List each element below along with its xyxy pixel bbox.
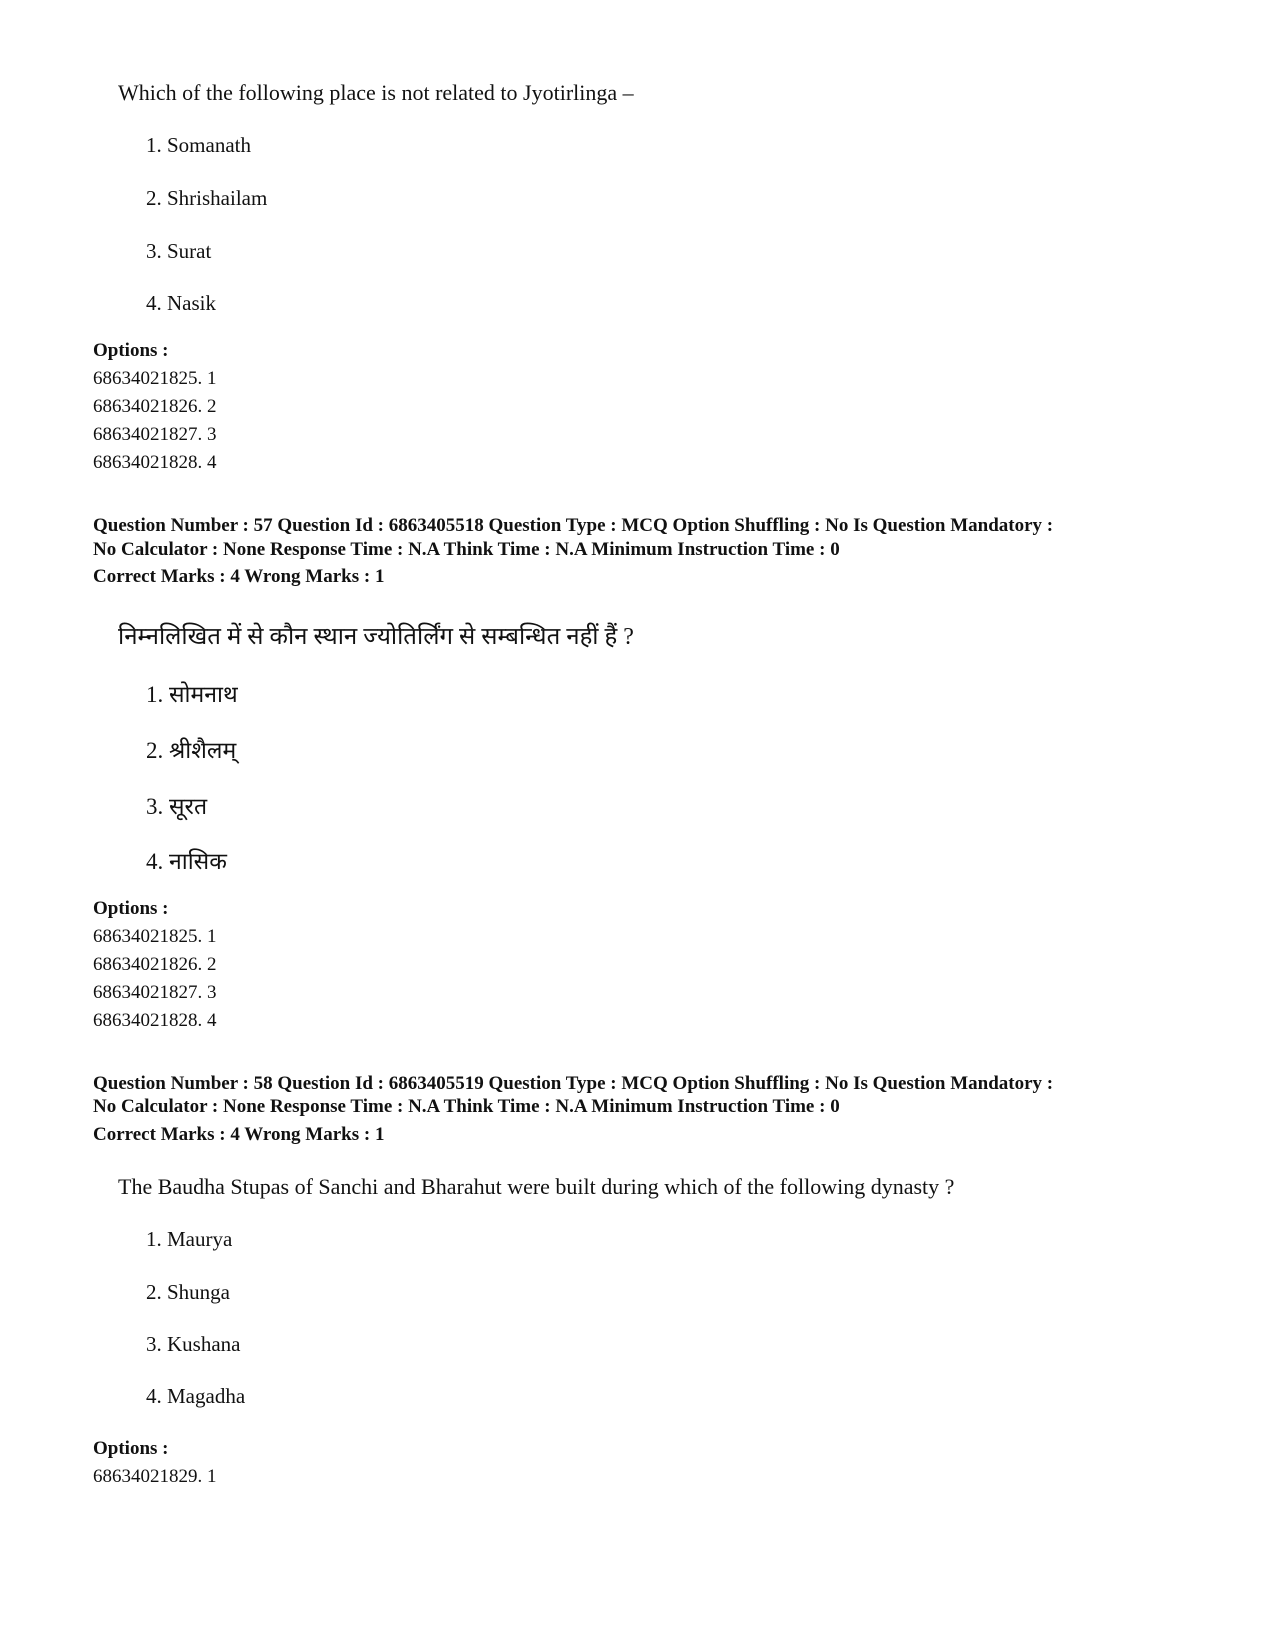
choice-1: 1. सोमनाथ <box>146 682 238 707</box>
option-id: 68634021827. 3 <box>93 424 217 445</box>
option-id: 68634021828. 4 <box>93 452 217 473</box>
question-meta: No Calculator : None Response Time : N.A Think Time : N.A Minimum Instruction Time : 0 <box>93 539 840 560</box>
question-meta: No Calculator : None Response Time : N.A Think Time : N.A Minimum Instruction Time : 0 <box>93 1096 840 1117</box>
option-id: 68634021826. 2 <box>93 396 217 417</box>
question-text: निम्नलिखित में से कौन स्थान ज्योतिर्लिंग से सम्बन्धित नहीं हैं ? <box>118 624 634 650</box>
choice-3: 3. सूरत <box>146 794 208 819</box>
choice-3: 3. Kushana <box>146 1332 241 1356</box>
choice-4: 4. Nasik <box>146 291 216 315</box>
options-label: Options : <box>93 898 169 919</box>
question-text: The Baudha Stupas of Sanchi and Bharahut were built during which of the following dynasty ? <box>118 1174 955 1199</box>
choice-4: 4. Magadha <box>146 1384 246 1408</box>
question-meta: Question Number : 58 Question Id : 6863405519 Question Type : MCQ Option Shuffling : No Is Question Mandatory : <box>93 1073 1054 1094</box>
option-id: 68634021825. 1 <box>93 926 217 947</box>
option-id: 68634021829. 1 <box>93 1466 217 1487</box>
question-text: Which of the following place is not related to Jyotirlinga – <box>118 80 634 105</box>
option-id: 68634021825. 1 <box>93 368 217 389</box>
options-label: Options : <box>93 1438 169 1459</box>
option-id: 68634021828. 4 <box>93 1010 217 1031</box>
choice-1: 1. Maurya <box>146 1227 233 1251</box>
choice-2: 2. Shrishailam <box>146 186 268 210</box>
choice-4: 4. नासिक <box>146 849 227 874</box>
option-id: 68634021827. 3 <box>93 982 217 1003</box>
choice-3: 3. Surat <box>146 239 212 263</box>
option-id: 68634021826. 2 <box>93 954 217 975</box>
options-label: Options : <box>93 340 169 361</box>
question-marks: Correct Marks : 4 Wrong Marks : 1 <box>93 1124 385 1145</box>
question-meta: Question Number : 57 Question Id : 6863405518 Question Type : MCQ Option Shuffling : No Is Question Mandatory : <box>93 515 1054 536</box>
choice-2: 2. Shunga <box>146 1280 230 1304</box>
choice-1: 1. Somanath <box>146 133 251 157</box>
choice-2: 2. श्रीशैलम् <box>146 738 237 763</box>
question-marks: Correct Marks : 4 Wrong Marks : 1 <box>93 566 385 587</box>
